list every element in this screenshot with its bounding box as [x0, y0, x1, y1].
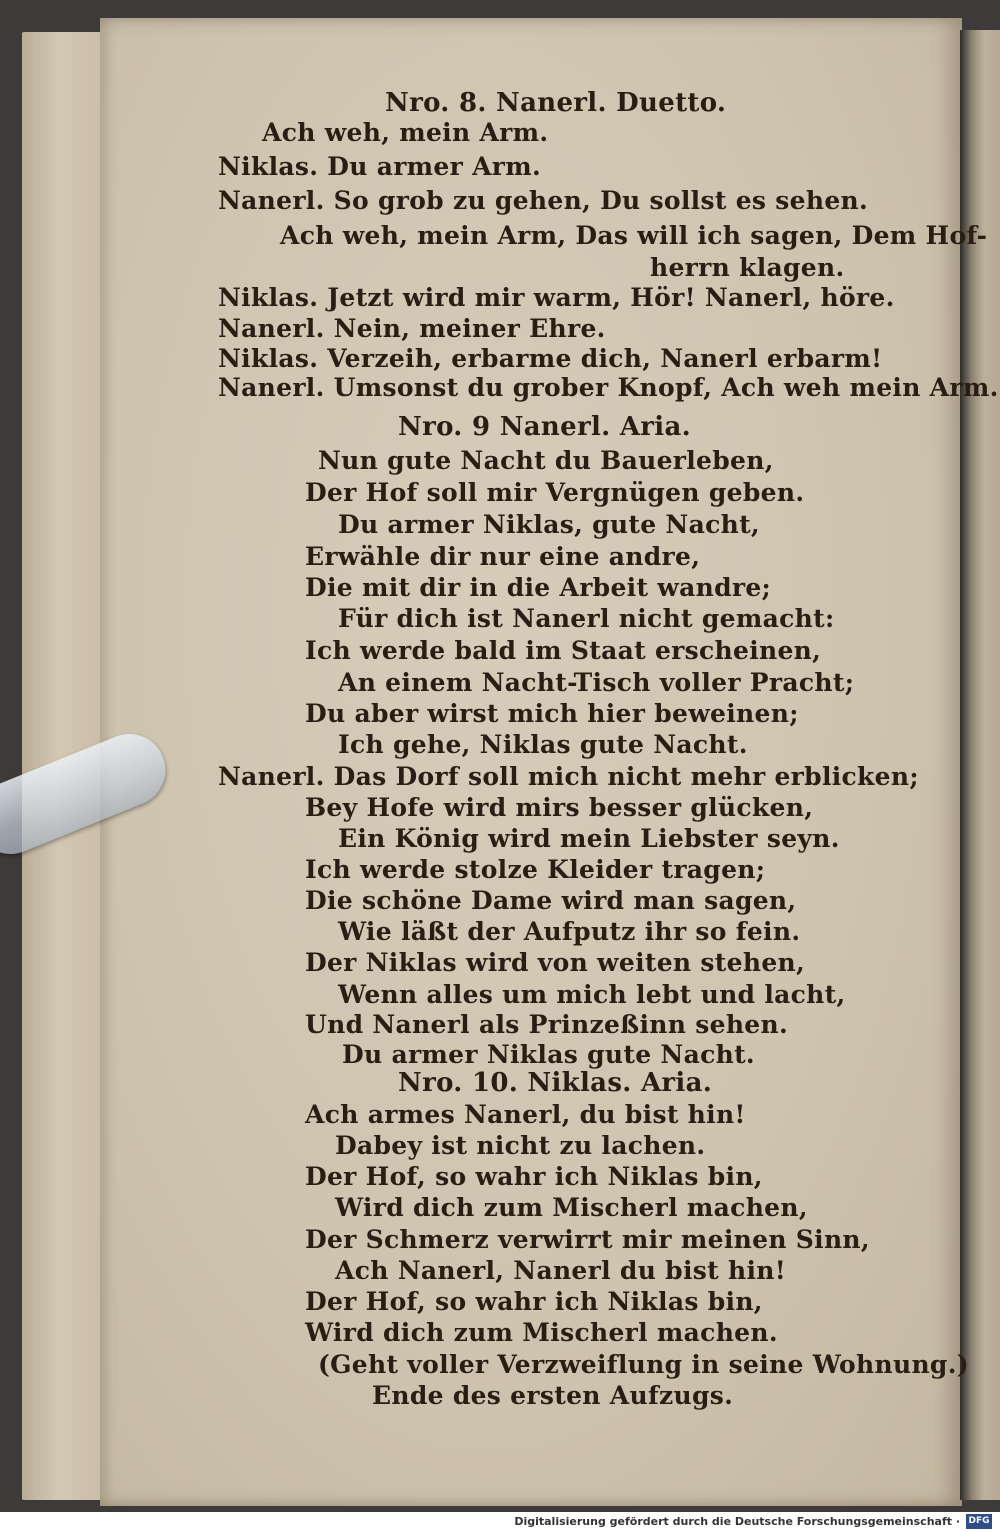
- act-end: Ende des ersten Aufzugs.: [372, 1381, 734, 1410]
- dfg-logo: DFG: [966, 1514, 992, 1529]
- heading-nro-9: Nro. 9 Nanerl. Aria.: [398, 412, 691, 442]
- text-line: Die mit dir in die Arbeit wandre;: [305, 573, 772, 602]
- text-line: Wenn alles um mich lebt und lacht,: [338, 980, 846, 1009]
- text-line: Nanerl. So grob zu gehen, Du sollst es sehen.: [218, 186, 869, 215]
- text-line: Wird dich zum Mischerl machen,: [335, 1193, 808, 1222]
- heading-nro-8: Nro. 8. Nanerl. Duetto.: [385, 88, 727, 118]
- text-line: Für dich ist Nanerl nicht gemacht:: [338, 604, 835, 633]
- footer-bar: [0, 1512, 1000, 1532]
- text-line: Die schöne Dame wird man sagen,: [305, 886, 797, 915]
- text-line: Du aber wirst mich hier beweinen;: [305, 699, 799, 728]
- text-line: Ich gehe, Niklas gute Nacht.: [338, 730, 748, 759]
- text-line: Niklas. Jetzt wird mir warm, Hör! Nanerl, höre.: [218, 283, 895, 312]
- text-line: Ach weh, mein Arm, Das will ich sagen, Dem Hof-: [280, 221, 988, 250]
- text-line: Ich werde stolze Kleider tragen;: [305, 855, 766, 884]
- text-line: Nanerl. Umsonst du grober Knopf, Ach weh mein Arm.: [218, 373, 999, 402]
- heading-nro-10: Nro. 10. Niklas. Aria.: [398, 1068, 713, 1098]
- text-line: Und Nanerl als Prinzeßinn sehen.: [305, 1010, 788, 1039]
- text-line: Der Hof, so wahr ich Niklas bin,: [305, 1162, 763, 1191]
- text-line: Ach weh, mein Arm.: [262, 118, 549, 147]
- text-line: Der Hof soll mir Vergnügen geben.: [305, 478, 805, 507]
- text-line: Der Niklas wird von weiten stehen,: [305, 948, 806, 977]
- text-line: Du armer Niklas gute Nacht.: [342, 1040, 755, 1069]
- text-line: Wird dich zum Mischerl machen.: [305, 1318, 778, 1347]
- text-line: Niklas. Du armer Arm.: [218, 152, 542, 181]
- text-line: Nanerl. Das Dorf soll mich nicht mehr erblicken;: [218, 762, 919, 791]
- text-line: Ein König wird mein Liebster seyn.: [338, 824, 840, 853]
- text-line: Nanerl. Nein, meiner Ehre.: [218, 314, 606, 343]
- text-line: Dabey ist nicht zu lachen.: [335, 1131, 706, 1160]
- text-line: Erwähle dir nur eine andre,: [305, 542, 701, 571]
- text-line: Der Schmerz verwirrt mir meinen Sinn,: [305, 1225, 870, 1254]
- stage-direction: (Geht voller Verzweiflung in seine Wohnung.): [318, 1350, 969, 1379]
- text-line: herrn klagen.: [650, 253, 845, 282]
- dfg-credit-text: Digitalisierung gefördert durch die Deutsche Forschungsgemeinschaft ·: [514, 1515, 960, 1528]
- text-line: An einem Nacht-Tisch voller Pracht;: [338, 668, 855, 697]
- text-line: Ach Nanerl, Nanerl du bist hin!: [335, 1256, 786, 1285]
- text-line: Du armer Niklas, gute Nacht,: [338, 510, 760, 539]
- text-line: Ich werde bald im Staat erscheinen,: [305, 636, 822, 665]
- text-line: Nun gute Nacht du Bauerleben,: [318, 446, 774, 475]
- text-line: Wie läßt der Aufputz ihr so fein.: [338, 917, 801, 946]
- text-line: Bey Hofe wird mirs besser glücken,: [305, 793, 814, 822]
- text-line: Ach armes Nanerl, du bist hin!: [305, 1100, 746, 1129]
- text-line: Der Hof, so wahr ich Niklas bin,: [305, 1287, 763, 1316]
- text-line: Niklas. Verzeih, erbarme dich, Nanerl erbarm!: [218, 344, 883, 373]
